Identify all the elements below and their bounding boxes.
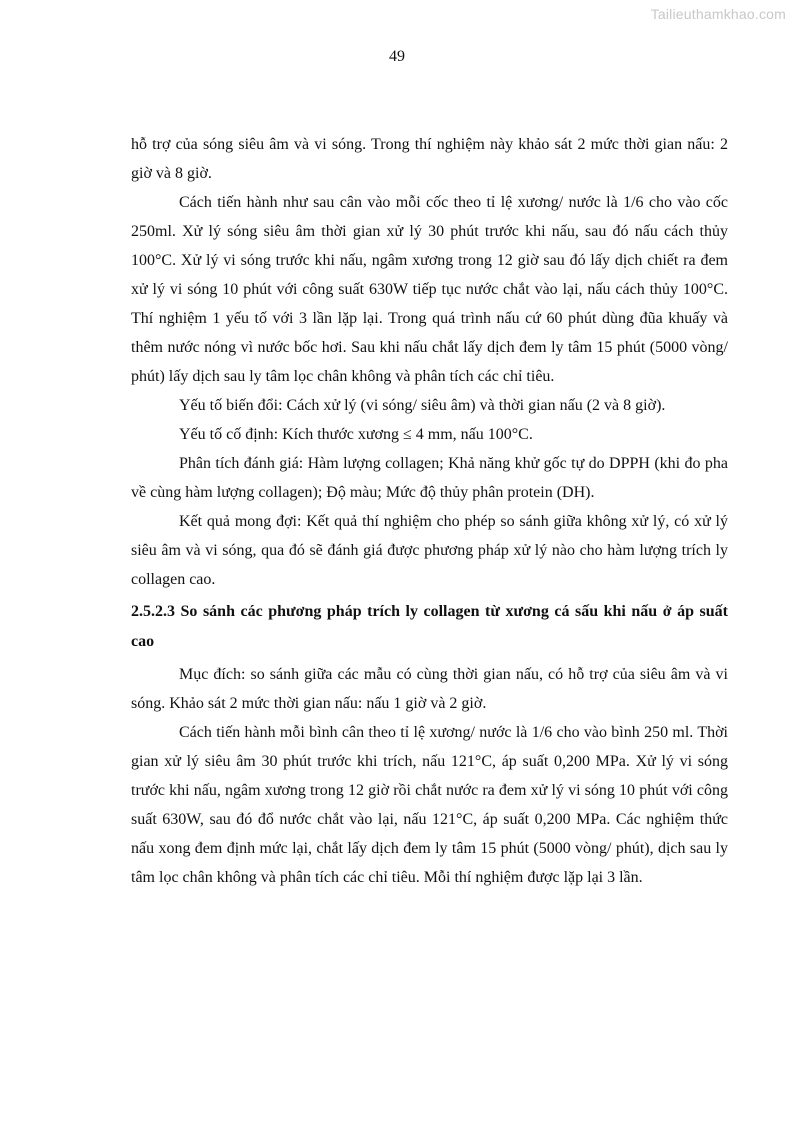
paragraph-variable-factor: Yếu tố biến đổi: Cách xử lý (vi sóng/ siêu âm) và thời gian nấu (2 và 8 giờ). — [179, 397, 666, 414]
paragraph-continuation: hỗ trợ của sóng siêu âm và vi sóng. Trong thí nghiệm này khảo sát 2 mức thời gian nấu: 2 giờ và 8 giờ. — [131, 136, 728, 182]
document-body — [131, 130, 728, 892]
paragraph-procedure: Cách tiến hành như sau cân vào mỗi cốc theo tỉ lệ xương/ nước là 1/6 cho vào cốc 250ml. Xử lý sóng siêu âm thời gian xử lý 30 phút trước khi nấu, sau đó nấu cách thủy 100°C. Xử lý vi sóng trước khi nấu, ngâm xương trong 12 giờ sau đó lấy dịch chiết ra đem xử lý vi sóng 10 phút với công suất 630W tiếp tục nước chắt vào lại, nấu cách thủy 100°C. Thí nghiệm 1 yếu tố với 3 lần lặp lại. Trong quá trình nấu cứ 60 phút dùng đũa khuấy và thêm nước nóng vì nước bốc hơi. Sau khi nấu chắt lấy dịch đem ly tâm 15 phút (5000 vòng/ phút) lấy dịch sau ly tâm lọc chân không và phân tích các chỉ tiêu. — [131, 194, 728, 385]
paragraph-fixed-factor: Yếu tố cố định: Kích thước xương ≤ 4 mm, nấu 100°C. — [179, 426, 533, 443]
section-heading: 2.5.2.3 So sánh các phương pháp trích ly collagen từ xương cá sấu khi nấu ở áp suất cao — [131, 603, 728, 650]
paragraph-analysis: Phân tích đánh giá: Hàm lượng collagen; Khả năng khử gốc tự do DPPH (khi đo pha về cùng hàm lượng collagen); Độ màu; Mức độ thủy phân protein (DH). — [131, 455, 728, 501]
watermark: Tailieuthamkhao.com — [650, 6, 786, 22]
page-number: 49 — [389, 48, 405, 65]
paragraph-expected-result: Kết quả mong đợi: Kết quả thí nghiệm cho phép so sánh giữa không xử lý, có xử lý siêu âm và vi sóng, qua đó sẽ đánh giá được phương pháp xử lý nào cho hàm lượng trích ly collagen cao. — [131, 513, 728, 588]
paragraph-method: Cách tiến hành mỗi bình cân theo tỉ lệ xương/ nước là 1/6 cho vào bình 250 ml. Thời gian xử lý siêu âm 30 phút trước khi trích, nấu 121°C, áp suất 0,200 MPa. Xử lý vi sóng trước khi nấu, ngâm xương trong 12 giờ rồi chắt nước ra đem xử lý vi sóng 10 phút với công suất 630W, sau đó đổ nước chắt vào lại, nấu 121°C, áp suất 0,200 MPa. Các nghiệm thức nấu xong đem định mức lại, chắt lấy dịch đem ly tâm 15 phút (5000 vòng/ phút), dịch sau ly tâm lọc chân không và phân tích các chỉ tiêu. Mỗi thí nghiệm được lặp lại 3 lần. — [131, 724, 728, 886]
paragraph-purpose: Mục đích: so sánh giữa các mẫu có cùng thời gian nấu, có hỗ trợ của siêu âm và vi sóng. Khảo sát 2 mức thời gian nấu: nấu 1 giờ và 2 giờ. — [131, 666, 728, 712]
